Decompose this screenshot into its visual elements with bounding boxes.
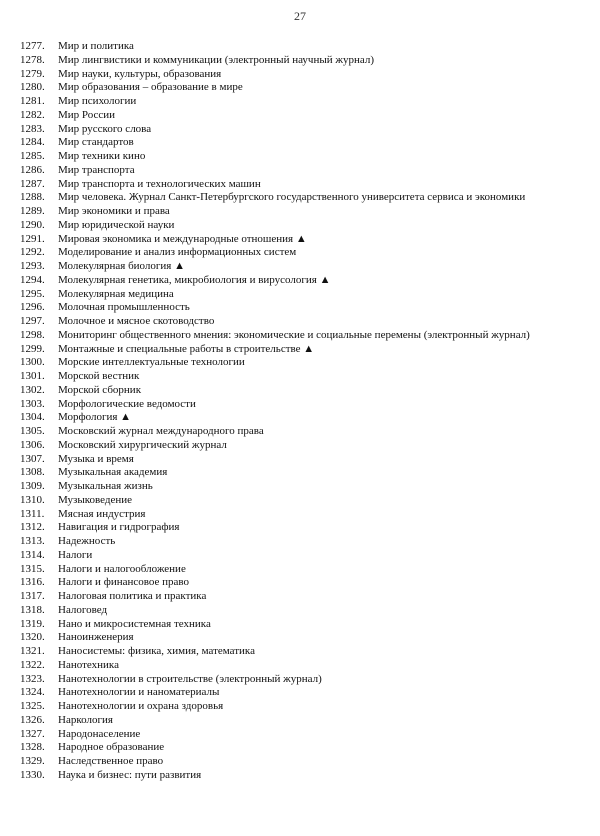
- entry-number: 1314.: [20, 548, 45, 561]
- list-item: [20, 659, 544, 673]
- entry-number: 1303.: [20, 397, 45, 410]
- entry-title: Мир человека. Журнал Санкт-Петербургского государственного университета сервиса и экономики: [58, 191, 526, 204]
- list-item: [20, 164, 544, 178]
- entry-number: 1309.: [20, 480, 45, 492]
- list-item: [20, 260, 544, 274]
- list-item: [20, 329, 544, 343]
- page-number: 27: [294, 9, 306, 23]
- entry-number: 1317.: [20, 590, 45, 602]
- entry-title: Молочное и мясное скотоводство: [58, 315, 215, 327]
- list-item: [20, 686, 544, 700]
- entry-number: 1308.: [20, 466, 45, 479]
- entry-number: 1325.: [20, 700, 45, 712]
- entry-number: 1330.: [20, 768, 45, 781]
- entry-number: 1327.: [20, 727, 45, 740]
- entry-title: Молекулярная медицина: [58, 287, 174, 300]
- list-item: [20, 576, 544, 590]
- list-item: [20, 521, 544, 535]
- entry-number: 1329.: [20, 755, 45, 767]
- entry-number: 1305.: [20, 425, 45, 437]
- list-item: [20, 480, 544, 494]
- entry-number: 1279.: [20, 67, 45, 80]
- entry-number: 1291.: [20, 232, 45, 245]
- list-item: [20, 343, 544, 357]
- entry-title: Московский журнал международного права: [58, 425, 264, 437]
- entry-number: 1277.: [20, 40, 45, 52]
- entry-number: 1302.: [20, 383, 45, 396]
- entry-title: Народное образование: [58, 741, 165, 754]
- entry-title: Наука и бизнес: пути развития: [58, 768, 202, 781]
- entry-number: 1313.: [20, 535, 45, 547]
- entry-number: 1278.: [20, 53, 45, 66]
- entry-number: 1289.: [20, 205, 45, 217]
- entry-number: 1283.: [20, 122, 45, 135]
- entry-title: Мир и политика: [58, 40, 134, 52]
- entry-title: Мир техники кино: [58, 150, 146, 162]
- entry-title: Морфология ▲: [58, 411, 132, 424]
- list-item: [20, 631, 544, 645]
- entry-number: 1298.: [20, 328, 45, 341]
- entry-title: Музыкальная академия: [58, 466, 168, 479]
- entry-number: 1294.: [20, 273, 45, 286]
- list-item: [20, 246, 544, 260]
- entry-title: Морские интеллектуальные технологии: [58, 356, 245, 369]
- list-item: [20, 205, 544, 219]
- list-item: [20, 288, 544, 302]
- list-item: [20, 466, 544, 480]
- entry-title: Молекулярная биология ▲: [58, 260, 185, 272]
- entry-title: Морской сборник: [58, 383, 142, 396]
- entry-title: Морской вестник: [58, 370, 140, 382]
- entry-title: Мир транспорта: [58, 163, 135, 176]
- entry-number: 1320.: [20, 631, 45, 644]
- entry-title: Молочная промышленность: [58, 301, 190, 314]
- entry-title: Наследственное право: [58, 755, 164, 767]
- entry-title: Мир стандартов: [58, 136, 134, 149]
- entry-title: Мир русского слова: [58, 122, 152, 135]
- entry-title: Мир лингвистики и коммуникации (электронный научный журнал): [58, 53, 374, 66]
- entry-title: Налоги и налогообложение: [58, 562, 186, 575]
- list-item: [20, 425, 544, 439]
- entry-title: Мониторинг общественного мнения: экономические и социальные перемены (электронный журнал): [58, 328, 530, 341]
- entry-number: 1323.: [20, 672, 45, 685]
- list-item: [20, 590, 544, 604]
- entry-number: 1282.: [20, 108, 45, 121]
- entry-number: 1328.: [20, 741, 45, 754]
- list-item: [20, 728, 544, 742]
- entry-title: Наркология: [58, 713, 113, 726]
- list-item: [20, 356, 544, 370]
- entry-title: Морфологические ведомости: [58, 397, 196, 410]
- entry-number: 1297.: [20, 315, 45, 327]
- entry-number: 1322.: [20, 658, 45, 671]
- list-item: [20, 618, 544, 632]
- list-item: [20, 219, 544, 233]
- list-item: [20, 604, 544, 618]
- entry-number: 1326.: [20, 713, 45, 726]
- list-item: [20, 384, 544, 398]
- list-item: [20, 301, 544, 315]
- list-item: [20, 274, 544, 288]
- entry-number: 1299.: [20, 342, 45, 355]
- entry-number: 1301.: [20, 370, 45, 382]
- entry-title: Нанотехнологии в строительстве (электронный журнал): [58, 672, 322, 685]
- list-item: [20, 136, 544, 150]
- entry-title: Налоговая политика и практика: [58, 590, 207, 602]
- list-item: [20, 54, 544, 68]
- entry-number: 1292.: [20, 246, 45, 259]
- entry-title: Музыкальная жизнь: [58, 480, 153, 492]
- list-item: [20, 508, 544, 522]
- list-item: [20, 191, 544, 205]
- list-item: [20, 714, 544, 728]
- entry-title: Мировая экономика и международные отношения ▲: [58, 232, 307, 245]
- list-item: [20, 68, 544, 82]
- entry-title: Мясная индустрия: [58, 507, 146, 520]
- list-item: [20, 494, 544, 508]
- entry-number: 1287.: [20, 177, 45, 190]
- list-item: [20, 439, 544, 453]
- entry-title: Мир юридической науки: [58, 218, 175, 231]
- entry-number: 1324.: [20, 686, 45, 699]
- entry-number: 1288.: [20, 191, 45, 204]
- entry-title: Мир науки, культуры, образования: [58, 67, 222, 80]
- entry-title: Надежность: [58, 535, 116, 547]
- list-item: [20, 123, 544, 137]
- entry-title: Моделирование и анализ информационных систем: [58, 246, 297, 259]
- list-item: [20, 411, 544, 425]
- list-item: [20, 95, 544, 109]
- entry-title: Мир образования – образование в мире: [58, 81, 243, 94]
- entry-title: Наносистемы: физика, химия, математика: [58, 645, 255, 657]
- list-item: [20, 40, 544, 54]
- list-item: [20, 370, 544, 384]
- entry-number: 1300.: [20, 356, 45, 369]
- list-item: [20, 741, 544, 755]
- entry-number: 1293.: [20, 260, 45, 272]
- entry-number: 1284.: [20, 136, 45, 149]
- entry-number: 1316.: [20, 576, 45, 589]
- entry-number: 1311.: [20, 507, 45, 520]
- list-item: [20, 315, 544, 329]
- entry-number: 1319.: [20, 617, 45, 630]
- list-item: [20, 535, 544, 549]
- entry-title: Мир России: [58, 108, 116, 121]
- entry-title: Мир транспорта и технологических машин: [58, 177, 261, 190]
- entry-number: 1280.: [20, 81, 45, 94]
- entry-title: Мир экономики и права: [58, 205, 170, 217]
- list-item: [20, 398, 544, 412]
- entry-title: Навигация и гидрография: [58, 521, 180, 534]
- list-item: [20, 453, 544, 467]
- entry-number: 1295.: [20, 287, 45, 300]
- entry-number: 1315.: [20, 562, 45, 575]
- entry-title: Налоги и финансовое право: [58, 576, 190, 589]
- entry-title: Мир психологии: [58, 95, 137, 107]
- entry-title: Нанотехнологии и охрана здоровья: [58, 700, 224, 712]
- list-item: [20, 755, 544, 769]
- entry-title: Музыка и время: [58, 452, 134, 465]
- list-item: [20, 645, 544, 659]
- entry-number: 1321.: [20, 645, 45, 657]
- entry-number: 1285.: [20, 150, 45, 162]
- entry-title: Налоговед: [58, 603, 108, 616]
- entry-number: 1318.: [20, 603, 45, 616]
- entry-number: 1306.: [20, 438, 45, 451]
- list-item: [20, 109, 544, 123]
- list-item: [20, 769, 544, 783]
- list-item: [20, 549, 544, 563]
- list-item: [20, 233, 544, 247]
- list-item: [20, 563, 544, 577]
- entry-title: Народонаселение: [58, 727, 141, 740]
- entry-number: 1307.: [20, 452, 45, 465]
- entry-title: Нанотехника: [58, 658, 119, 671]
- list-item: [20, 673, 544, 687]
- entry-number: 1286.: [20, 163, 45, 176]
- entry-number: 1290.: [20, 218, 45, 231]
- entry-title: Музыковедение: [58, 493, 133, 506]
- list-item: [20, 81, 544, 95]
- entry-title: Наноинженерия: [58, 631, 134, 644]
- entry-title: Налоги: [58, 548, 93, 561]
- entry-title: Московский хирургический журнал: [58, 438, 227, 451]
- entry-title: Нанотехнологии и наноматериалы: [58, 686, 220, 699]
- list-item: [20, 700, 544, 714]
- journal-list: [20, 40, 544, 783]
- list-item: [20, 150, 544, 164]
- entry-title: Нано и микросистемная техника: [58, 617, 211, 630]
- entry-title: Молекулярная генетика, микробиология и вирусология ▲: [58, 273, 331, 286]
- entry-number: 1310.: [20, 493, 45, 506]
- entry-number: 1281.: [20, 95, 45, 107]
- entry-number: 1304.: [20, 411, 45, 424]
- entry-title: Монтажные и специальные работы в строительстве ▲: [58, 342, 315, 355]
- entry-number: 1296.: [20, 301, 45, 314]
- entry-number: 1312.: [20, 521, 45, 534]
- list-item: [20, 178, 544, 192]
